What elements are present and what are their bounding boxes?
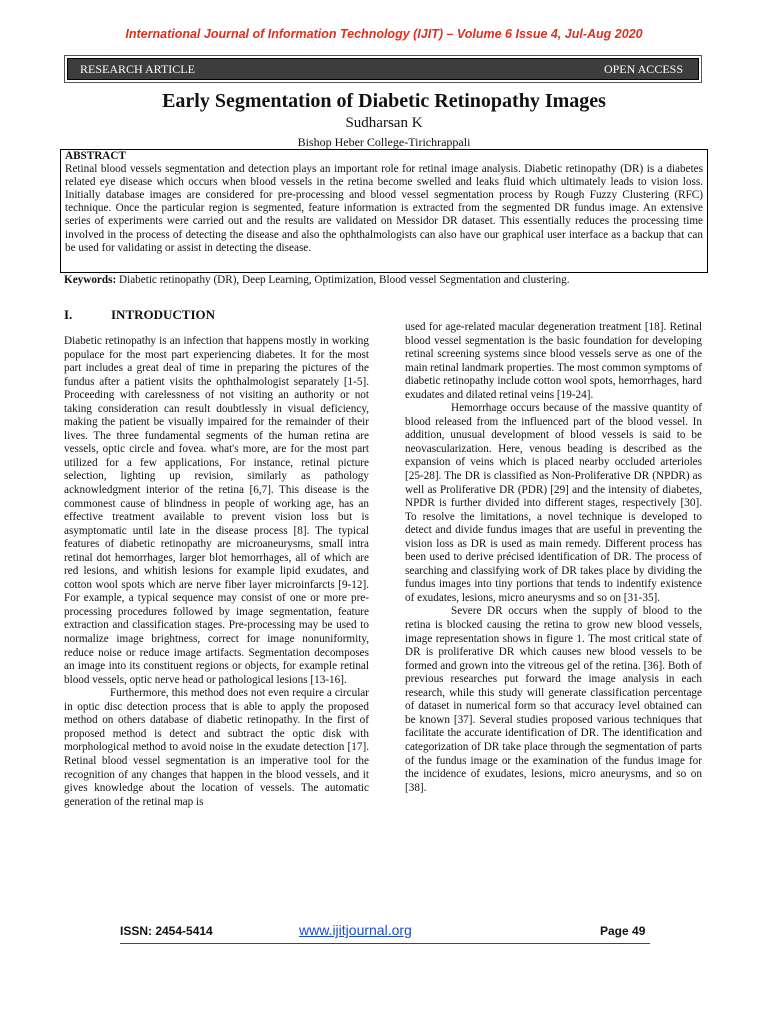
- keywords-text: Diabetic retinopathy (DR), Deep Learning, Optimization, Blood vessel Segmentation and clustering.: [116, 273, 570, 286]
- section-number: I.: [64, 307, 73, 322]
- journal-link[interactable]: www.ijitjournal.org: [299, 922, 412, 938]
- paragraph: Furthermore, this method does not even require a circular in optic disc detection process that is able to apply the proposed method on others database of diabetic retinopathy. In the first of proposed method is detect and subtract the optic disk with morphological method to avoid noise in the exudate detection [17]. Retinal blood vessel segmentation is an imperative tool for the recognition of any changes that happen in the blood vessels, and it gives knowledge about the location of vessels. The automatic generation of the retinal map is: [64, 687, 369, 808]
- keywords-label: Keywords:: [64, 273, 117, 286]
- banner-access: OPEN ACCESS: [603, 61, 683, 76]
- footer-divider: [120, 943, 650, 944]
- paragraph: used for age-related macular degeneration treatment [18]. Retinal blood vessel segmentation is the basic foundation for developing retinal screening systems since blood vessels serve as one of the main retinal landmark properties. The most common symptoms of diabetic retinopathy include cotton wool spots, hemorrhages, hard exudates and dilated retinal veins [19-24].: [405, 321, 702, 401]
- author-name: Sudharsan K: [345, 115, 423, 131]
- banner-article-type: RESEARCH ARTICLE: [80, 61, 195, 76]
- abstract-box: [60, 149, 708, 289]
- author-affiliation: Bishop Heber College-Tirichrappali: [297, 135, 471, 149]
- journal-header: International Journal of Information Technology (IJIT) – Volume 6 Issue 4, Jul-Aug 2020: [125, 27, 643, 41]
- section-title: INTRODUCTION: [111, 307, 216, 322]
- footer-issn: ISSN: 2454-5414: [120, 924, 213, 938]
- abstract-body: Retinal blood vessels segmentation and detection plays an important role for retinal image analysis. Diabetic retinopathy (DR) is a diabetes related eye disease which occurs when blood vessels in the retina become swelled and leaks fluid which ultimately leads to vision loss. Initially database images are considered for pre-processing and blood vessel segmentation process by Rough Fuzzy Clustering (RFC) technique. Once the particular region is segmented, feature information is extracted from the segmented DR fundus image. An extensive series of experiments were carried out and the results are validated on Messidor DR dataset. This essentially reduces the processing time involved in the process of detecting the disease and also the ophthalmologists can also have our graphical user interface as a backup that can be used for validating or assist in detecting the disease.: [65, 163, 703, 254]
- right-column: [405, 321, 702, 795]
- paragraph: Severe DR occurs when the supply of blood to the retina is blocked causing the retina to grow new blood vessels, image representation shows in figure 1. The most critical state of DR is proliferative DR which causes new blood vessels to be formed and grown into the vitreous gel of the retina. [36]. Both of previous researches put forward the image analysis in each research, while this study will generate classification percentage of dataset in numerical form so that accuracy level obtained can be known [37]. Several studies proposed various techniques that facilitate the accurate identification of DR. The identification and categorization of DR take place through the segmentation of parts of the fundus image or the examination of the fundus image for the incidence of exudates, lesions, micro aneurysms, and so on [38].: [405, 605, 702, 794]
- page-number: Page 49: [600, 924, 646, 938]
- left-column: [64, 335, 369, 809]
- paragraph: Hemorrhage occurs because of the massive quantity of blood released from the influenced part of the blood vessel. In addition, unusual development of blood vessels is said to be neovascularization. Here, venous beading is described as the expansion of veins which is placed nearby occluded arterioles [25-28]. The DR is classified as Non-Proliferative DR (NPDR) as well as Proliferative DR (PDR) [29] and the intensity of diabetes, NPDR is further divided into different stages, respectively [30]. To resolve the limitations, a novel technique is developed to detect and divide fundus images that are useful in preventing the vision loss as DR is used as main remedy. Different process has been used to derive précised identification of DR. The process of searching and classifying work of DR takes place by dividing the fundus images into tiny portions that tends to indentify existence of exudates, lesions, micro aneurysms and so on [31-35].: [405, 402, 702, 604]
- abstract-heading: ABSTRACT: [65, 150, 126, 162]
- section-heading: [64, 307, 215, 323]
- paragraph: Diabetic retinopathy is an infection that happens mostly in working populace for the most part experiencing diabetes. It for the most part includes a great deal of time in preparing the pictures of the fundus after a patient visits the ophthalmologist separately [1-5]. Proceeding with carelessness of not visiting an authority or not taking consideration can result doubtlessly in visual deficiency, making the patient be visually impaired for the remainder of their lives. The three fundamental segments of the human retina are vessels, optic circle and fovea. what's more, are for the most part utilized for a few applications, For instance, retinal picture selection, lighting up revision, similarly as pathology acknowledgment interior of the retina [6,7]. This disease is the commonest cause of blindness in people of working age, has an effective treatment available to prevent vision loss but is asymptomatic until late in the disease process [8]. The typical features of diabetic retinopathy are microaneurysms, small intra retinal dot hemorrhages, larger blot hemorrhages, all of which are red lesions, and whitish lesions for example lipid exudates, and cotton wool spots which are nerve fiber layer microinfarcts [9-12]. For example, a typical sequence may consist of one or more pre-processing procedures followed by image segmentation, feature extraction and classification stages. Pre-processing may be used to normalize image brightness, correct for image nonuniformity, reduce noise or reduce image artifacts. Segmentation decomposes an image into its constituent regions or objects, for example retinal blood vessels, optic nerve head or pathological lesions [13-16].: [64, 335, 369, 686]
- keywords-line: [60, 272, 708, 289]
- article-banner: [67, 58, 699, 80]
- paper-title: Early Segmentation of Diabetic Retinopathy Images: [162, 90, 606, 112]
